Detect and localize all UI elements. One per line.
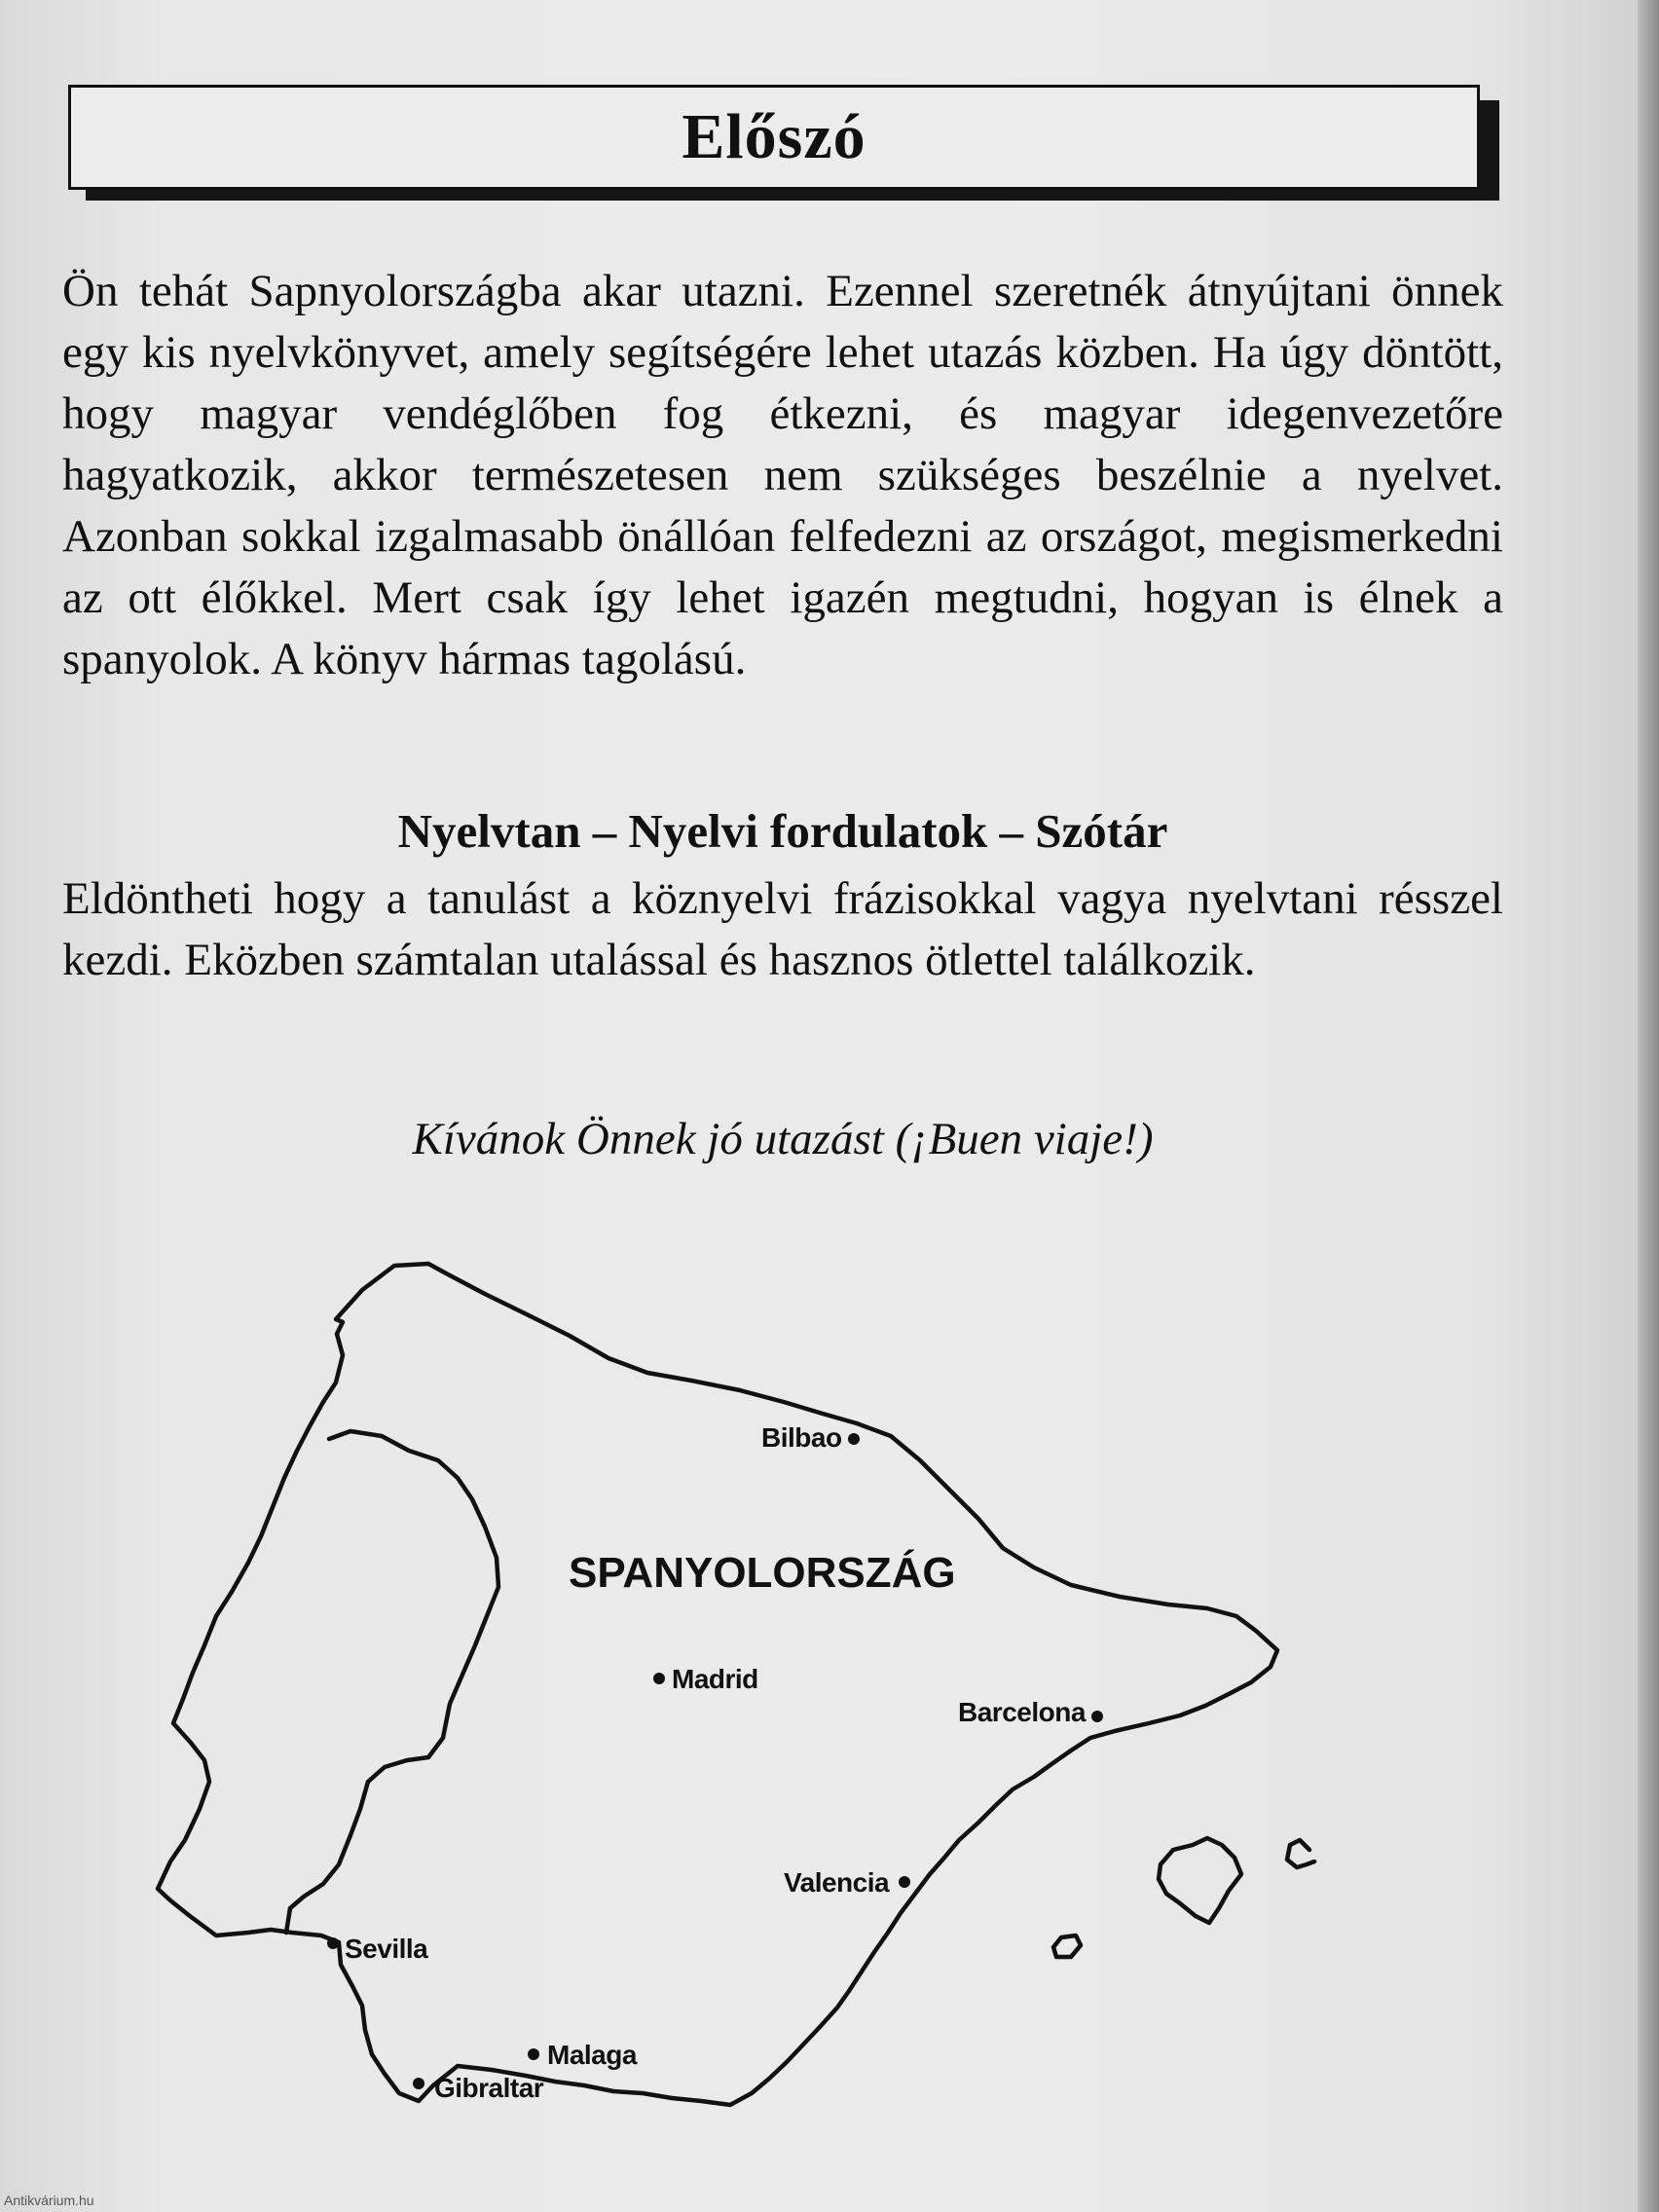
section-heading: Nyelvtan – Nyelvi fordulatok – Szótár <box>397 804 1168 858</box>
city-dot-malaga <box>528 2048 539 2060</box>
city-label-madrid: Madrid <box>672 1664 758 1694</box>
page-title: Előszó <box>682 101 866 172</box>
closing-wish: Kívánok Önnek jó utazást (¡Buen viaje!) <box>412 1114 1154 1164</box>
watermark: Antikvárium.hu <box>4 2193 94 2208</box>
city-dot-valencia <box>899 1876 910 1888</box>
portugal-border <box>286 1431 498 1933</box>
city-label-bilbao: Bilbao <box>761 1422 842 1453</box>
city-dot-gibraltar <box>413 2078 424 2089</box>
city-dot-sevilla <box>327 1937 339 1949</box>
ibiza-island <box>1053 1936 1081 1957</box>
city-dot-barcelona <box>1091 1711 1103 1722</box>
section-paragraph: Eldöntheti hogy a tanulást a köznyelvi frázisokkal vagya nyelvtani résszel kezdi. Eközben számtalan utalással és hasznos ötlettel találkozik. <box>62 873 1503 985</box>
mallorca-island <box>1159 1838 1241 1923</box>
menorca-island <box>1287 1840 1314 1867</box>
city-dot-madrid <box>653 1673 665 1684</box>
city-dot-bilbao <box>848 1433 860 1445</box>
city-label-barcelona: Barcelona <box>958 1697 1086 1727</box>
city-label-malaga: Malaga <box>547 2040 637 2070</box>
country-label: SPANYOLORSZÁG <box>569 1549 956 1597</box>
city-label-valencia: Valencia <box>784 1867 890 1898</box>
city-label-gibraltar: Gibraltar <box>434 2073 544 2103</box>
city-label-sevilla: Sevilla <box>345 1934 428 1964</box>
intro-paragraph: Ön tehát Sapnyolországba akar utazni. Ezennel szeretnék átnyújtani önnek egy kis nyelvkönyvet, amely segítségére lehet utazás közben. Ha úgy döntött, hogy magyar vendéglőben fog étkezni, és magyar idegenvezetőre hagyatkozik, akkor természetesen nem szükséges beszélnie a nyelvet. Azonban sokkal izgalmasabb önállóan felfedezni az országot, megismerkedni az ott élőkkel. Mert csak így lehet igazén megtudni, hogyan is élnek a spanyolok. A könyv hármas tagolású. <box>62 266 1503 684</box>
